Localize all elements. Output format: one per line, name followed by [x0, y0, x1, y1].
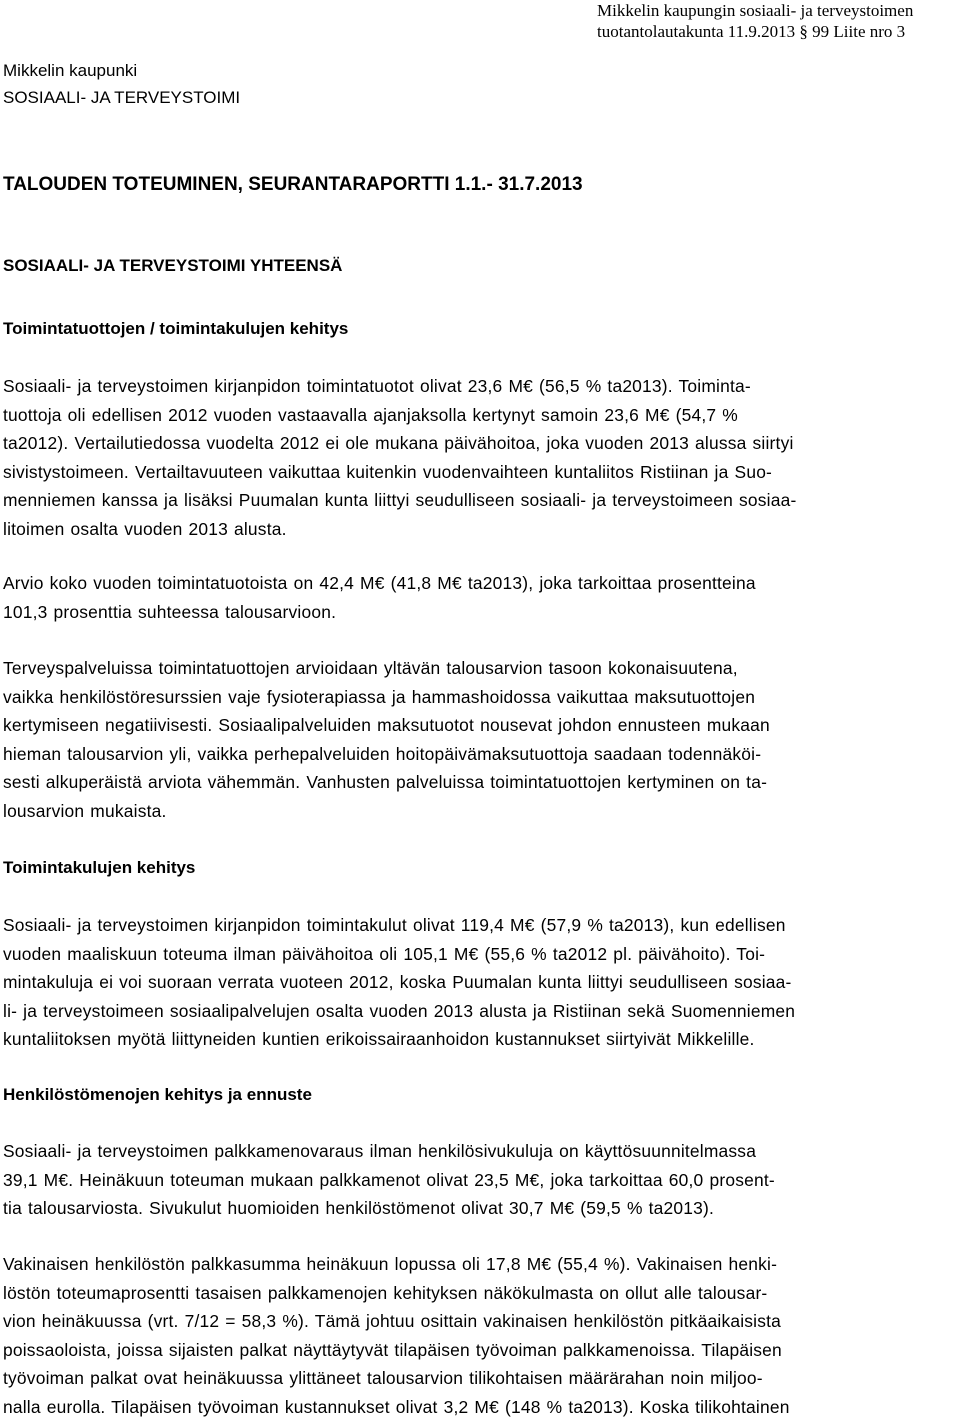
document-title: TALOUDEN TOTEUMINEN, SEURANTARAPORTTI 1.1.- 31.7.2013	[3, 174, 583, 195]
paragraph-revenue-summary: Sosiaali- ja terveystoimen kirjanpidon toimintatuotot olivat 23,6 M€ (56,5 % ta2013). Toiminta- tuottoja oli edellisen 2012 vuoden vastaavalla ajanjaksolla kertynyt samoin 23,6 M€ (54,7 % ta2012). Vertailutiedossa vuodelta 2012 ei ole mukana päivähoitoa, joka vuoden 2013 alussa siirtyi sivistystoimeen. Vertailtavuuteen vaikuttaa kuitenkin vuodenvaihteen kuntaliitos Ristiinan ja Suo- menniemen kanssa ja lisäksi Puumalan kunta liittyi seudulliseen sosiaali- ja terveystoimeen sosiaa- litoimen osalta vuoden 2013 alusta.	[3, 376, 797, 539]
document-reference	[597, 0, 960, 42]
reference-line-2: tuotantolautakunta 11.9.2013 § 99 Liite nro 3	[597, 22, 906, 41]
reference-line-1: Mikkelin kaupungin sosiaali- ja terveystoimen	[597, 1, 914, 20]
heading-personnel-costs: Henkilöstömenojen kehitys ja ennuste	[3, 1085, 312, 1104]
section-title: SOSIAALI- JA TERVEYSTOIMI YHTEENSÄ	[3, 256, 343, 275]
organization-name: Mikkelin kaupunki	[3, 61, 138, 80]
paragraph-permanent-staff-payroll: Vakinaisen henkilöstön palkkasumma heinäkuun lopussa oli 17,8 M€ (55,4 %). Vakinaisen henki- löstön toteumaprosentti tasaisen palkkamenojen kehityksen näkökulmasta on ollut alle talousar- vion heinäkuussa (vrt. 7/12 = 58,3 %). Tämä johtuu osittain vakinaisen henkilöstön pitkäaikaisista poissaoloista, joissa sijaisten palkat näyttäytyvät tilapäisen työvoiman palkkamenoissa. Tilapäisen työvoiman palkat ovat heinäkuussa ylittäneet talousarvion tilikohtaisen määrärahan noin miljoo- nalla eurolla. Tilapäisen työvoiman kustannukset olivat 3,2 M€ (148 % ta2013). Koska tilikohtainen	[3, 1254, 790, 1417]
organization-block	[3, 57, 240, 111]
heading-revenue-expense-development: Toimintatuottojen / toimintakulujen kehitys	[3, 319, 349, 338]
paragraph-revenue-forecast: Arvio koko vuoden toimintatuotoista on 42,4 M€ (41,8 M€ ta2013), joka tarkoittaa prosentteina 101,3 prosenttia suhteessa talousarvioon.	[3, 573, 756, 622]
heading-operating-expenses: Toimintakulujen kehitys	[3, 858, 196, 877]
paragraph-service-revenues: Terveyspalveluissa toimintatuottojen arvioidaan yltävän talousarvion tasoon kokonaisuutena, vaikka henkilöstöresurssien vaje fysioterapiassa ja hammashoidossa vaikuttaa maksutuottojen kertymiseen negatiivisesti. Sosiaalipalveluiden maksutuotot nousevat johdon ennusteen mukaan hieman talousarvion yli, vaikka perhepalveluiden hoitopäivämaksutuottoja saadaan todennäköi- sesti alkuperäistä arviota vähemmän. Vanhusten palveluissa toimintatuottojen kertyminen on ta- lousarvion mukaista.	[3, 658, 770, 821]
paragraph-operating-expenses: Sosiaali- ja terveystoimen kirjanpidon toimintakulut olivat 119,4 M€ (57,9 % ta2013), kun edellisen vuoden maaliskuun toteuma ilman päivähoitoa oli 105,1 M€ (55,6 % ta2012 pl. päivähoito). Toi- mintakuluja ei voi suoraan verrata vuoteen 2012, koska Puumalan kunta liittyi seudulliseen sosiaa- li- ja terveystoimeen sosiaalipalvelujen osalta vuoden 2013 alusta ja Ristiinan sekä Suomenniemen kuntaliitoksen myötä liittyneiden kuntien erikoissairaanhoidon kustannukset siirtyivät Mikkelille.	[3, 915, 796, 1050]
department-name: SOSIAALI- JA TERVEYSTOIMI	[3, 88, 241, 107]
paragraph-personnel-costs: Sosiaali- ja terveystoimen palkkamenovaraus ilman henkilösivukuluja on käyttösuunnitelmassa 39,1 M€. Heinäkuun toteuman mukaan palkkamenot olivat 23,5 M€, joka tarkoittaa 60,0 prosent- tia talousarviosta. Sivukulut huomioiden henkilöstömenot olivat 30,7 M€ (59,5 % ta2013).	[3, 1141, 775, 1219]
